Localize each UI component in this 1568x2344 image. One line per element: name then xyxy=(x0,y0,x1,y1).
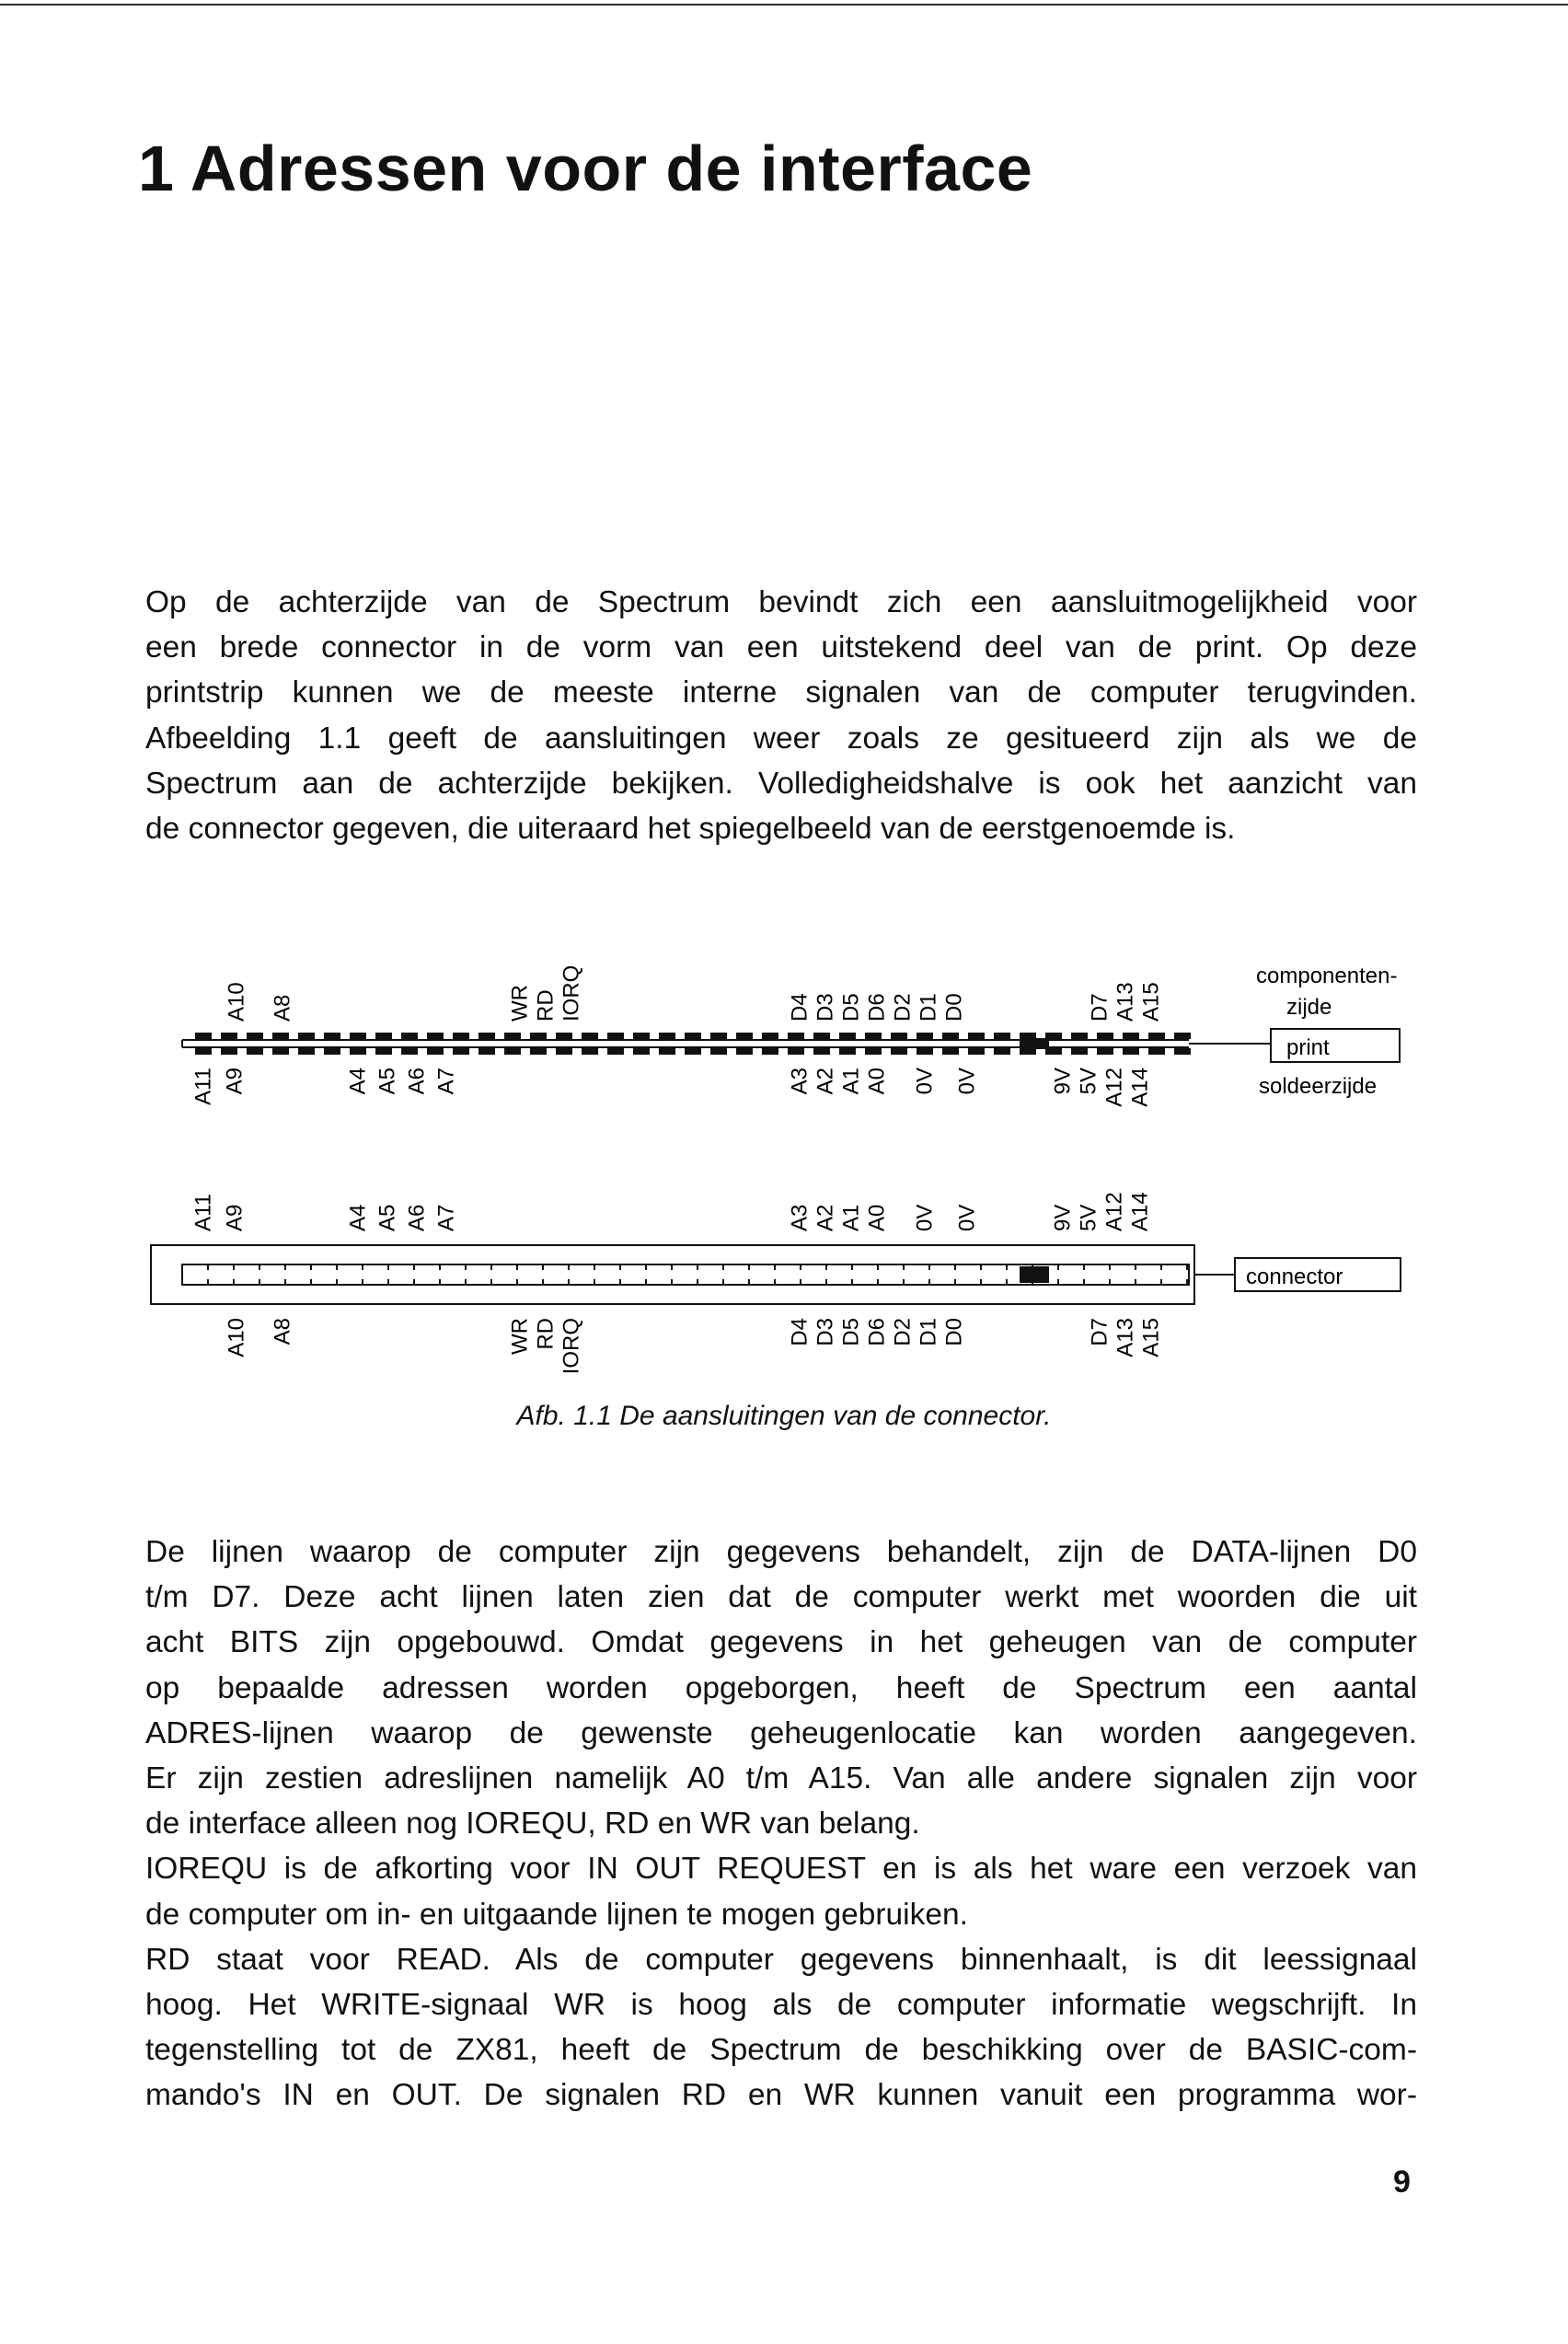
paragraph-line: de connector gegeven, die uiteraard het spiegelbeeld van de eerstgenoemde is. xyxy=(145,812,1236,847)
pin-label: A8 xyxy=(270,1318,295,1345)
pcb-pad xyxy=(478,1033,495,1039)
pin-label: D1 xyxy=(916,1318,941,1346)
pin-label: A6 xyxy=(404,1204,430,1231)
pin-label: IORQ xyxy=(559,964,584,1022)
paragraph-line: t/m D7. Deze acht lijnen laten zien dat de computer werkt met woorden die uit xyxy=(145,1580,1417,1615)
pin-label: A15 xyxy=(1138,982,1164,1022)
intro-paragraph xyxy=(145,580,1417,851)
pin-label: RD xyxy=(533,1318,559,1350)
pcb-pad xyxy=(247,1048,263,1055)
pcb-pad xyxy=(1020,1048,1036,1055)
pin-label: D4 xyxy=(787,1318,813,1346)
pin-label: A3 xyxy=(787,1068,813,1095)
pin-label: A10 xyxy=(224,982,249,1022)
pin-label: A15 xyxy=(1138,1318,1164,1357)
paragraph-line: Afbeelding 1.1 geeft de aansluitingen weer zoals ze gesitueerd zijn als we de xyxy=(145,721,1417,756)
pcb-pad xyxy=(788,1033,804,1039)
paragraph-line: RD staat voor READ. Als de computer gegevens binnenhaalt, is dit leessignaal xyxy=(145,1942,1417,1977)
pcb-pad xyxy=(1123,1048,1139,1055)
pin-label: A7 xyxy=(433,1204,459,1231)
print-label: print xyxy=(1286,1035,1330,1060)
pin-label: A12 xyxy=(1101,1192,1127,1231)
pin-label: WR xyxy=(507,985,533,1022)
paragraph-line: Er zijn zestien adreslijnen namelijk A0 t/m A15. Van alle andere signalen zijn voor xyxy=(145,1761,1417,1796)
pin-label: A5 xyxy=(375,1204,400,1231)
pcb-pad xyxy=(1174,1033,1191,1039)
pcb-pad xyxy=(633,1033,650,1039)
pcb-pad xyxy=(375,1048,392,1055)
paragraph-line: op bepaalde adressen worden opgeborgen, heeft de Spectrum een aantal xyxy=(145,1670,1417,1705)
pin-label: D6 xyxy=(864,1318,890,1346)
pin-label: D7 xyxy=(1087,993,1113,1022)
connector-label: connector xyxy=(1246,1264,1343,1289)
pin-label: D3 xyxy=(813,1318,838,1346)
pcb-pad xyxy=(1148,1048,1165,1055)
pcb-pad xyxy=(685,1033,701,1039)
pcb-pad xyxy=(633,1048,650,1055)
pcb-pad xyxy=(427,1048,444,1055)
connector-key xyxy=(1020,1266,1049,1283)
pcb-pad xyxy=(994,1048,1010,1055)
pin-label: D2 xyxy=(890,993,916,1022)
pcb-pad xyxy=(453,1048,469,1055)
pcb-pad xyxy=(788,1048,804,1055)
paragraph-line: mando's IN en OUT. De signalen RD en WR kunnen vanuit een programma wor- xyxy=(145,2078,1417,2113)
pcb-pad xyxy=(530,1048,547,1055)
pcb-pad xyxy=(350,1033,366,1039)
pcb-pad xyxy=(607,1033,624,1039)
pcb-pad xyxy=(375,1033,392,1039)
pcb-pad xyxy=(762,1048,778,1055)
pin-label: 5V xyxy=(1076,1068,1101,1095)
pcb-pad xyxy=(736,1033,753,1039)
paragraph-line: tegenstelling tot de ZX81, heeft de Spectrum de beschikking over de BASIC-com- xyxy=(145,2033,1417,2068)
pcb-pad xyxy=(942,1033,959,1039)
pin-label: A11 xyxy=(190,1194,216,1231)
pcb-pad xyxy=(710,1033,727,1039)
pcb-pad xyxy=(710,1048,727,1055)
pcb-pad xyxy=(427,1033,444,1039)
paragraph-line: printstrip kunnen we de meeste interne signalen van de computer terugvinden. xyxy=(145,675,1417,710)
chapter-title: 1 Adressen voor de interface xyxy=(138,133,1033,204)
pin-label: A5 xyxy=(375,1068,400,1095)
pin-label: D4 xyxy=(787,993,813,1022)
pin-label: D5 xyxy=(838,1318,864,1346)
pin-label: 0V xyxy=(954,1204,980,1231)
pcb-pad xyxy=(839,1048,856,1055)
pin-label: D0 xyxy=(941,1318,967,1346)
pcb-pad xyxy=(298,1033,315,1039)
pin-label: IORQ xyxy=(559,1318,584,1375)
pcb-pad xyxy=(530,1033,547,1039)
pcb-pad xyxy=(839,1033,856,1039)
pcb-pad xyxy=(917,1033,933,1039)
paragraph-line: Spectrum aan de achterzijde bekijken. Volledigheidshalve is ook het aanzicht van xyxy=(145,766,1417,801)
pcb-pad xyxy=(401,1033,418,1039)
pcb-pad xyxy=(659,1048,675,1055)
pcb-pad xyxy=(813,1033,830,1039)
pin-label: A1 xyxy=(838,1068,864,1095)
pin-label: A6 xyxy=(404,1068,430,1095)
pin-label: A7 xyxy=(433,1068,459,1095)
pcb-pad xyxy=(968,1033,985,1039)
pin-label: D1 xyxy=(916,993,941,1022)
pcb-pad xyxy=(453,1033,469,1039)
pin-label: A2 xyxy=(813,1204,838,1231)
pin-label: RD xyxy=(533,989,559,1022)
pcb-pad xyxy=(324,1033,340,1039)
pcb-pad xyxy=(736,1048,753,1055)
pin-label: A14 xyxy=(1127,1068,1153,1107)
pin-label: A11 xyxy=(190,1068,216,1105)
pcb-pad xyxy=(685,1048,701,1055)
pin-label: 5V xyxy=(1076,1204,1101,1231)
pcb-pad xyxy=(221,1048,237,1055)
pin-label: 9V xyxy=(1050,1068,1076,1095)
pin-label: 9V xyxy=(1050,1204,1076,1231)
componentenzijde-label-2: zijde xyxy=(1286,995,1332,1020)
paragraph-line: De lijnen waarop de computer zijn gegevens behandelt, zijn de DATA-lijnen D0 xyxy=(145,1535,1417,1569)
pcb-pad xyxy=(1148,1033,1165,1039)
figure-caption: Afb. 1.1 De aansluitingen van de connector. xyxy=(516,1401,1052,1431)
paragraph-line: hoog. Het WRITE-signaal WR is hoog als de computer informatie wegschrijft. In xyxy=(145,1988,1417,2023)
pcb-pad xyxy=(195,1048,212,1055)
pin-label: 0V xyxy=(912,1204,938,1231)
paragraph-line: een brede connector in de vorm van een uitstekend deel van de print. Op deze xyxy=(145,630,1417,665)
pin-label: 0V xyxy=(912,1068,938,1095)
pcb-pad xyxy=(968,1048,985,1055)
paragraph-line: IOREQU is de afkorting voor IN OUT REQUEST en is als het ware een verzoek van xyxy=(145,1852,1417,1887)
pcb-pad xyxy=(298,1048,315,1055)
page-number: 9 xyxy=(1393,2165,1411,2200)
body-paragraph xyxy=(145,1530,1417,2119)
paragraph-line: de computer om in- en uitgaande lijnen te mogen gebruiken. xyxy=(145,1897,968,1932)
pin-label: D2 xyxy=(890,1318,916,1346)
pin-label: A4 xyxy=(345,1204,371,1231)
pin-label: A2 xyxy=(813,1068,838,1095)
pcb-pad xyxy=(865,1048,882,1055)
pin-label: A4 xyxy=(345,1068,371,1095)
pcb-pad xyxy=(195,1033,212,1039)
pcb-pad xyxy=(556,1048,572,1055)
pcb-pad xyxy=(942,1048,959,1055)
connector-housing xyxy=(151,1245,1235,1304)
pin-label: A13 xyxy=(1113,982,1138,1022)
pcb-pad xyxy=(272,1048,289,1055)
pin-label: A0 xyxy=(864,1204,890,1231)
pcb-pad xyxy=(504,1048,521,1055)
pin-label: A1 xyxy=(838,1204,864,1231)
pin-label: A9 xyxy=(222,1204,248,1231)
pcb-pad xyxy=(994,1033,1010,1039)
pcb-pad xyxy=(1174,1048,1191,1055)
pcb-pad xyxy=(813,1048,830,1055)
pcb-pad xyxy=(1097,1048,1113,1055)
paragraph-line: de interface alleen nog IOREQU, RD en WR van belang. xyxy=(145,1807,920,1842)
pcb-pad xyxy=(556,1033,572,1039)
pin-label: D5 xyxy=(838,993,864,1022)
pcb-pad xyxy=(478,1048,495,1055)
pcb-pad xyxy=(401,1048,418,1055)
pcb-pad xyxy=(762,1033,778,1039)
pcb-pad xyxy=(865,1033,882,1039)
pin-label: D3 xyxy=(813,993,838,1022)
soldeerzijde-label: soldeerzijde xyxy=(1259,1074,1378,1099)
pcb-pad xyxy=(350,1048,366,1055)
pin-label: A12 xyxy=(1101,1068,1127,1107)
top-rule xyxy=(0,4,1568,6)
componentenzijde-label: componenten- xyxy=(1256,964,1398,988)
pcb-pad xyxy=(272,1033,289,1039)
pcb-pad xyxy=(1123,1033,1139,1039)
pin-label: A0 xyxy=(864,1068,890,1095)
pcb-pad xyxy=(504,1033,521,1039)
paragraph-line: Op de achterzijde van de Spectrum bevindt zich een aansluitmogelijkheid voor xyxy=(145,585,1417,619)
pcb-pad xyxy=(1045,1033,1062,1039)
pcb-pad xyxy=(221,1033,237,1039)
pin-label: A10 xyxy=(224,1318,249,1357)
pcb-pad xyxy=(607,1048,624,1055)
pin-label: A13 xyxy=(1113,1318,1138,1357)
pin-label: A3 xyxy=(787,1204,813,1231)
pcb-pad xyxy=(582,1048,598,1055)
pin-label: A8 xyxy=(270,994,295,1022)
pcb-pad xyxy=(1071,1048,1088,1055)
pcb-pad xyxy=(1020,1033,1036,1039)
pcb-pad xyxy=(324,1048,340,1055)
pcb-pad xyxy=(891,1048,907,1055)
pin-label: D6 xyxy=(864,993,890,1022)
pcb-pad xyxy=(1071,1033,1088,1039)
pcb-strip xyxy=(182,1033,1244,1055)
key-slot xyxy=(1020,1038,1049,1049)
paragraph-line: acht BITS zijn opgebouwd. Omdat gegevens in het geheugen van de computer xyxy=(145,1625,1417,1660)
connector-diagram xyxy=(0,930,1568,1390)
pin-label: 0V xyxy=(954,1068,980,1095)
pcb-pad xyxy=(582,1033,598,1039)
pcb-pad xyxy=(917,1048,933,1055)
pin-label: WR xyxy=(507,1318,533,1355)
paragraph-line: ADRES-lijnen waarop de gewenste geheugenlocatie kan worden aangegeven. xyxy=(145,1715,1417,1750)
pcb-pad xyxy=(891,1033,907,1039)
pcb-pad xyxy=(1045,1048,1062,1055)
pin-label: A9 xyxy=(222,1068,248,1095)
pin-label: A14 xyxy=(1127,1192,1153,1231)
pcb-pad xyxy=(1097,1033,1113,1039)
pin-label: D0 xyxy=(941,993,967,1022)
pcb-pad xyxy=(247,1033,263,1039)
pin-label: D7 xyxy=(1087,1318,1113,1346)
pcb-pad xyxy=(659,1033,675,1039)
